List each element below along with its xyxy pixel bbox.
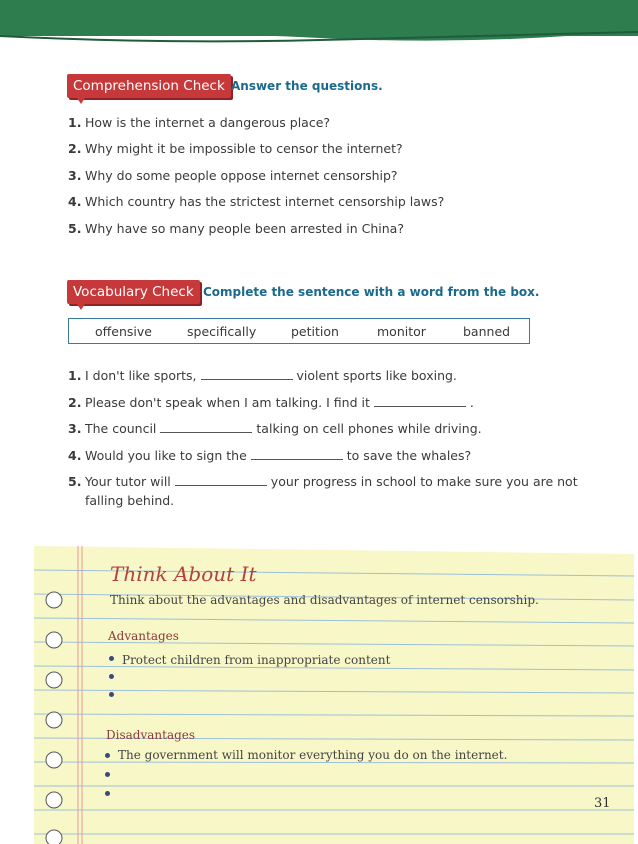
advantages-heading: Advantages [108, 629, 179, 643]
bullet-icon [105, 791, 110, 796]
word-box [68, 318, 530, 344]
answer-blank[interactable] [201, 369, 293, 380]
vocabulary-sentence: 5. Your tutor will your progress in school to make sure you are not [68, 474, 578, 489]
vocabulary-instruction: Complete the sentence with a word from the box. [203, 285, 540, 299]
word-option: petition [291, 324, 339, 339]
comprehension-question: 4. Which country has the strictest internet censorship laws? [68, 194, 445, 209]
vocabulary-check-badge: Vocabulary Check [67, 280, 200, 304]
word-option: offensive [95, 324, 152, 339]
vocabulary-sentence: 3. The council talking on cell phones while driving. [68, 421, 482, 436]
comprehension-question: 1. How is the internet a dangerous place? [68, 115, 331, 130]
notebook-paper [34, 546, 634, 844]
advantage-item: Protect children from inappropriate content [122, 653, 391, 667]
word-option: monitor [377, 324, 426, 339]
page-number: 31 [594, 796, 611, 811]
bullet-icon [109, 692, 114, 697]
bullet-icon [109, 656, 114, 661]
disadvantage-item: The government will monitor everything you do on the internet. [118, 748, 508, 762]
bullet-icon [105, 772, 110, 777]
comprehension-question: 3. Why do some people oppose internet censorship? [68, 168, 398, 183]
vocabulary-sentence: 1. I don't like sports, violent sports like boxing. [68, 368, 457, 383]
comprehension-question: 2. Why might it be impossible to censor the internet? [68, 141, 403, 156]
answer-blank[interactable] [374, 396, 466, 407]
comprehension-check-badge: Comprehension Check [67, 74, 231, 98]
bullet-icon [109, 674, 114, 679]
comprehension-question: 5. Why have so many people been arrested in China? [68, 221, 404, 236]
bullet-icon [105, 753, 110, 758]
word-option: specifically [187, 324, 257, 339]
vocabulary-sentence-continuation: falling behind. [85, 493, 175, 508]
disadvantages-heading: Disadvantages [106, 728, 196, 742]
vocabulary-sentence: 4. Would you like to sign the to save the whales? [68, 448, 472, 463]
vocabulary-sentence: 2. Please don't speak when I am talking. I find it . [68, 395, 474, 410]
word-option: banned [463, 324, 511, 339]
think-about-it-title: Think About It [110, 562, 257, 586]
comprehension-instruction: Answer the questions. [231, 79, 383, 93]
top-green-band [0, 0, 638, 48]
think-prompt: Think about the advantages and disadvantages of internet censorship. [110, 593, 539, 607]
answer-blank[interactable] [175, 475, 267, 486]
answer-blank[interactable] [251, 449, 343, 460]
answer-blank[interactable] [160, 422, 252, 433]
